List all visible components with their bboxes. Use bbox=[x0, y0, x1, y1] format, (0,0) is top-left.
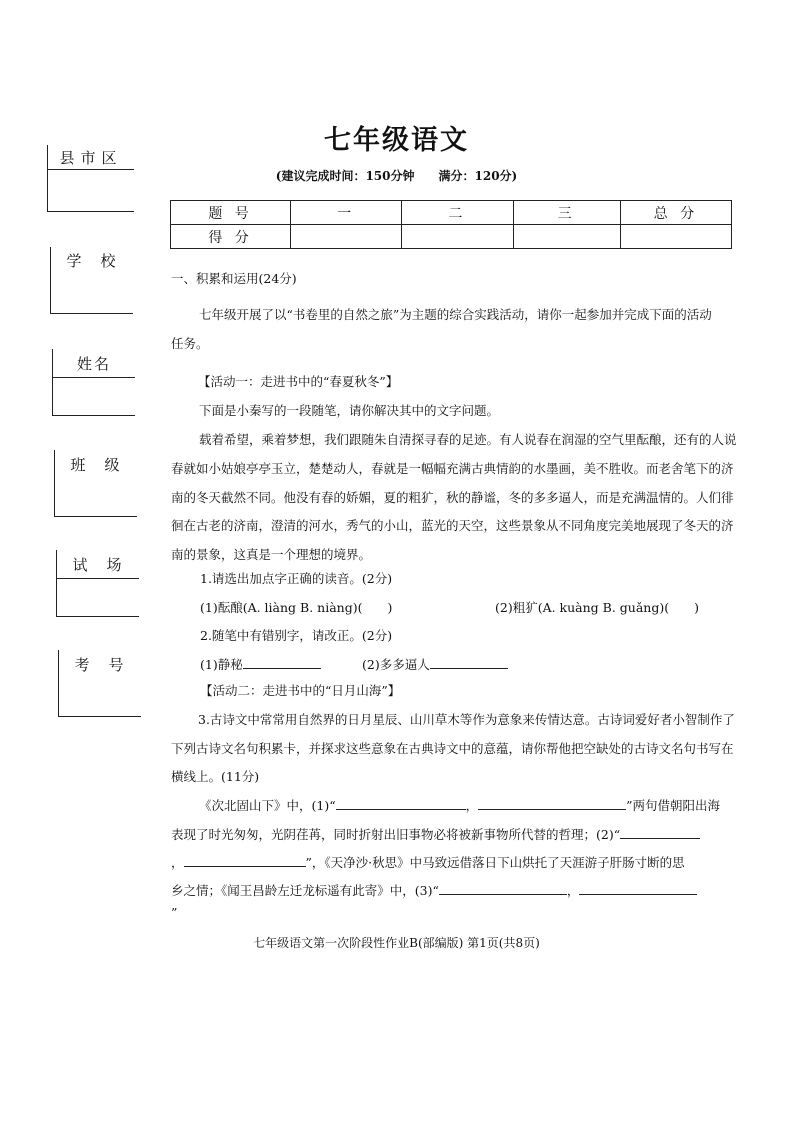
question-2: 2.随笔中有错别字，请改正。(2分) bbox=[200, 628, 393, 643]
name-field[interactable] bbox=[52, 349, 135, 416]
table-header-cell: 总 分 bbox=[620, 201, 731, 225]
county-label: 县市区 bbox=[48, 145, 134, 170]
school-label: 学 校 bbox=[66, 251, 118, 270]
score-cell[interactable] bbox=[620, 225, 731, 249]
question-1-option-b: (2)粗犷(A. kuàng B. guǎng)( ) bbox=[495, 600, 699, 615]
answer-blank[interactable] bbox=[478, 795, 626, 810]
table-header-cell: 题 号 bbox=[171, 201, 291, 225]
class-field[interactable] bbox=[54, 450, 137, 517]
answer-blank[interactable] bbox=[243, 654, 321, 669]
score-cell[interactable] bbox=[402, 225, 513, 249]
activity1-title: 【活动一：走进书中的“春夏秋冬”】 bbox=[198, 374, 399, 389]
question-2-item-b-label: (2)多多逼人 bbox=[362, 657, 430, 672]
q3-text: ”两句借朝阳出海 bbox=[626, 798, 721, 813]
activity2-title: 【活动二：走进书中的“日月山海”】 bbox=[200, 683, 401, 698]
q3-text: ， bbox=[171, 855, 184, 870]
room-label: 试 场 bbox=[57, 550, 139, 579]
question-3-fill-line-5: ” bbox=[171, 905, 178, 920]
q3-text: ， bbox=[566, 883, 580, 898]
page-title: 七年级语文 bbox=[324, 125, 469, 156]
essay-line: 南的景象，这真是一个理想的境界。 bbox=[171, 547, 372, 562]
table-header-cell: 二 bbox=[402, 201, 513, 225]
q3-text: 乡之情；《闻王昌龄左迁龙标遥有此寄》中，(3)“ bbox=[171, 883, 439, 898]
number-label: 考 号 bbox=[74, 655, 126, 674]
score-table-header-row bbox=[171, 201, 732, 225]
question-3-line: 下列古诗文名句积累卡，并探求这些意象在古典诗文中的意蕴，请你帮他把空缺处的古诗文名句书写在 bbox=[171, 741, 734, 756]
question-3-fill-line-1 bbox=[171, 791, 747, 820]
question-3-line: 3.古诗文中常常用自然界的日月星辰、山川草木等作为意象来传情达意。古诗词爱好者小智制作了 bbox=[198, 712, 735, 727]
score-cell[interactable] bbox=[513, 225, 620, 249]
school-field[interactable] bbox=[50, 247, 133, 314]
intro-line-1: 七年级开展了以“书卷里的自然之旅”为主题的综合实践活动，请你一起参加并完成下面的活动 bbox=[199, 307, 712, 322]
table-header-cell: 三 bbox=[513, 201, 620, 225]
answer-blank[interactable] bbox=[184, 852, 306, 867]
class-label: 班 级 bbox=[70, 455, 122, 474]
answer-blank[interactable] bbox=[579, 880, 697, 895]
number-field[interactable] bbox=[58, 650, 141, 717]
answer-blank[interactable] bbox=[620, 824, 700, 839]
q3-text: 表现了时光匆匆，光阴荏苒，同时折射出旧事物必将被新事物所代替的哲理；(2)“ bbox=[171, 827, 621, 842]
q3-text: 《次北固山下》中，(1)“ bbox=[199, 798, 336, 813]
intro-line-2: 任务。 bbox=[171, 336, 209, 351]
question-2-item-b bbox=[362, 650, 562, 679]
score-row-label: 得 分 bbox=[171, 225, 291, 249]
exam-subtitle: (建议完成时间：150分钟 满分：120分) bbox=[275, 169, 518, 183]
answer-blank[interactable] bbox=[336, 795, 466, 810]
score-table-score-row bbox=[171, 225, 732, 249]
question-2-item-a-label: (1)静秘 bbox=[200, 657, 243, 672]
question-3-fill-line-2 bbox=[171, 820, 747, 849]
activity1-desc: 下面是小秦写的一段随笔，请你解决其中的文字问题。 bbox=[199, 403, 500, 418]
question-1-option-a: (1)酝酿(A. liàng B. niàng)( ) bbox=[200, 600, 393, 615]
essay-line: 春就如小姑娘亭亭玉立，楚楚动人，春就是一幅幅充满古典情韵的水墨画，美不胜收。而老舍笔下的济 bbox=[171, 461, 734, 476]
name-label: 姓名 bbox=[53, 349, 135, 378]
question-3-fill-line-3 bbox=[171, 848, 747, 877]
score-table bbox=[170, 200, 732, 249]
question-1: 1.请选出加点字正确的读音。(2分) bbox=[200, 571, 393, 586]
essay-line: 徊在古老的济南，澄清的河水，秀气的小山，蓝光的天空，这些景象从不同角度完美地展现了冬天的济 bbox=[171, 518, 734, 533]
room-field[interactable] bbox=[56, 550, 139, 617]
q3-text: ”，《天净沙·秋思》中马致远借落日下山烘托了天涯游子肝肠寸断的思 bbox=[305, 855, 685, 870]
essay-line: 载着希望，乘着梦想，我们跟随朱自清探寻春的足迹。有人说春在润湿的空气里酝酿，还有的人说 bbox=[199, 432, 737, 447]
essay-line: 南的冬天截然不同。他没有春的娇媚，夏的粗犷，秋的静谧，冬的多多逼人，而是充满温情的。人们徘 bbox=[171, 490, 734, 505]
q3-text: ， bbox=[465, 798, 479, 813]
question-2-item-a bbox=[200, 650, 340, 679]
score-cell[interactable] bbox=[291, 225, 402, 249]
section-heading: 一、积累和运用(24分) bbox=[171, 271, 297, 286]
answer-blank[interactable] bbox=[430, 654, 508, 669]
question-3-line: 横线上。(11分) bbox=[171, 769, 260, 784]
page-footer: 七年级语文第一次阶段性作业B(部编版) 第1页(共8页) bbox=[253, 936, 540, 950]
table-header-cell: 一 bbox=[291, 201, 402, 225]
answer-blank[interactable] bbox=[439, 880, 567, 895]
